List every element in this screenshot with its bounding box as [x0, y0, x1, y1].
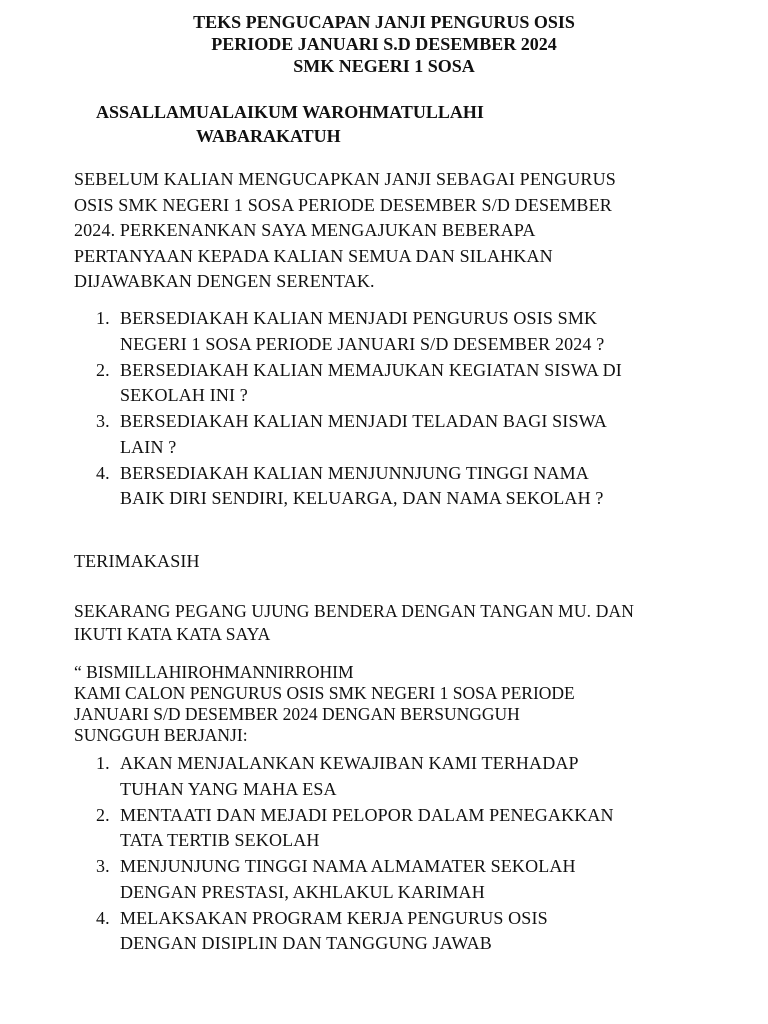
intro-line-2: OSIS SMK NEGERI 1 SOSA PERIODE DESEMBER S/D DESEMBER [74, 194, 612, 215]
question-list [74, 306, 714, 512]
oath-item [74, 751, 714, 802]
oath-intro-line-4: SUNGGUH BERJANJI: [74, 725, 248, 745]
oath-number: 1. [96, 753, 110, 773]
question-number: 4. [96, 462, 110, 483]
intro-line-4: PERTANYAAN KEPADA KALIAN SEMUA DAN SILAHKAN [74, 245, 553, 266]
instruction-line-1: SEKARANG PEGANG UJUNG BENDERA DENGAN TANGAN MU. DAN [74, 601, 635, 621]
oath-number: 3. [96, 856, 110, 876]
thanks-text: TERIMAKASIH [74, 551, 200, 571]
question-item [74, 409, 714, 460]
title-line-1: TEKS PENGUCAPAN JANJI PENGURUS OSIS [193, 12, 575, 32]
greeting [96, 100, 484, 148]
question-text-line-2: SEKOLAH INI ? [120, 385, 248, 405]
instruction-line-2: IKUTI KATA KATA SAYA [74, 624, 271, 644]
intro-line-3: 2024. PERKENANKAN SAYA MENGAJUKAN BEBERAPA [74, 220, 536, 240]
oath-text-line-1: MENJUNJUNG TINGGI NAMA ALMAMATER SEKOLAH [120, 856, 576, 876]
intro-paragraph [74, 167, 724, 295]
oath-intro [74, 662, 724, 746]
question-number: 1. [96, 308, 110, 328]
intro-line-5: DIJAWABKAN DENGEN SERENTAK. [74, 271, 375, 291]
question-text-line-2: LAIN ? [120, 436, 177, 457]
oath-text-line-2: TATA TERTIB SEKOLAH [120, 830, 320, 850]
oath-text-line-1: AKAN MENJALANKAN KEWAJIBAN KAMI TERHADAP [120, 753, 579, 773]
greeting-line-1: ASSALLAMUALAIKUM WAROHMATULLAHI [96, 102, 484, 122]
oath-text-line-1: MENTAATI DAN MEJADI PELOPOR DALAM PENEGAKKAN [120, 804, 614, 825]
title-line-2: PERIODE JANUARI S.D DESEMBER 2024 [211, 34, 557, 54]
oath-text-line-2: DENGAN DISIPLIN DAN TANGGUNG JAWAB [120, 933, 492, 953]
question-text-line-1: BERSEDIAKAH KALIAN MENJUNNJUNG TINGGI NAMA [120, 462, 589, 483]
question-number: 2. [96, 359, 110, 380]
greeting-line-2: WABARAKATUH [196, 126, 341, 146]
oath-item [74, 803, 714, 854]
question-item [74, 358, 714, 409]
question-number: 3. [96, 411, 110, 431]
question-text-line-1: BERSEDIAKAH KALIAN MENJADI TELADAN BAGI SISWA [120, 411, 607, 431]
oath-intro-line-1: “ BISMILLAHIROHMANNIRROHIM [74, 662, 354, 682]
oath-intro-line-2: KAMI CALON PENGURUS OSIS SMK NEGERI 1 SOSA PERIODE [74, 683, 575, 703]
question-text-line-1: BERSEDIAKAH KALIAN MEMAJUKAN KEGIATAN SISWA DI [120, 359, 622, 380]
question-item [74, 461, 714, 512]
oath-text-line-2: TUHAN YANG MAHA ESA [120, 778, 337, 799]
oath-text-line-2: DENGAN PRESTASI, AKHLAKUL KARIMAH [120, 881, 485, 902]
oath-list [74, 751, 714, 957]
oath-item [74, 906, 714, 957]
oath-number: 4. [96, 907, 110, 928]
document-title [0, 11, 768, 77]
oath-intro-line-3: JANUARI S/D DESEMBER 2024 DENGAN BERSUNGGUH [74, 704, 520, 724]
question-text-line-2: NEGERI 1 SOSA PERIODE JANUARI S/D DESEMBER 2024 ? [120, 333, 605, 354]
oath-item [74, 854, 714, 905]
oath-text-line-1: MELAKSAKAN PROGRAM KERJA PENGURUS OSIS [120, 907, 548, 928]
question-text-line-2: BAIK DIRI SENDIRI, KELUARGA, DAN NAMA SEKOLAH ? [120, 488, 604, 508]
title-line-3: SMK NEGERI 1 SOSA [293, 56, 475, 76]
instruction-paragraph [74, 600, 724, 646]
intro-line-1: SEBELUM KALIAN MENGUCAPKAN JANJI SEBAGAI PENGURUS [74, 169, 616, 189]
question-item [74, 306, 714, 357]
oath-number: 2. [96, 804, 110, 825]
question-text-line-1: BERSEDIAKAH KALIAN MENJADI PENGURUS OSIS SMK [120, 308, 598, 328]
